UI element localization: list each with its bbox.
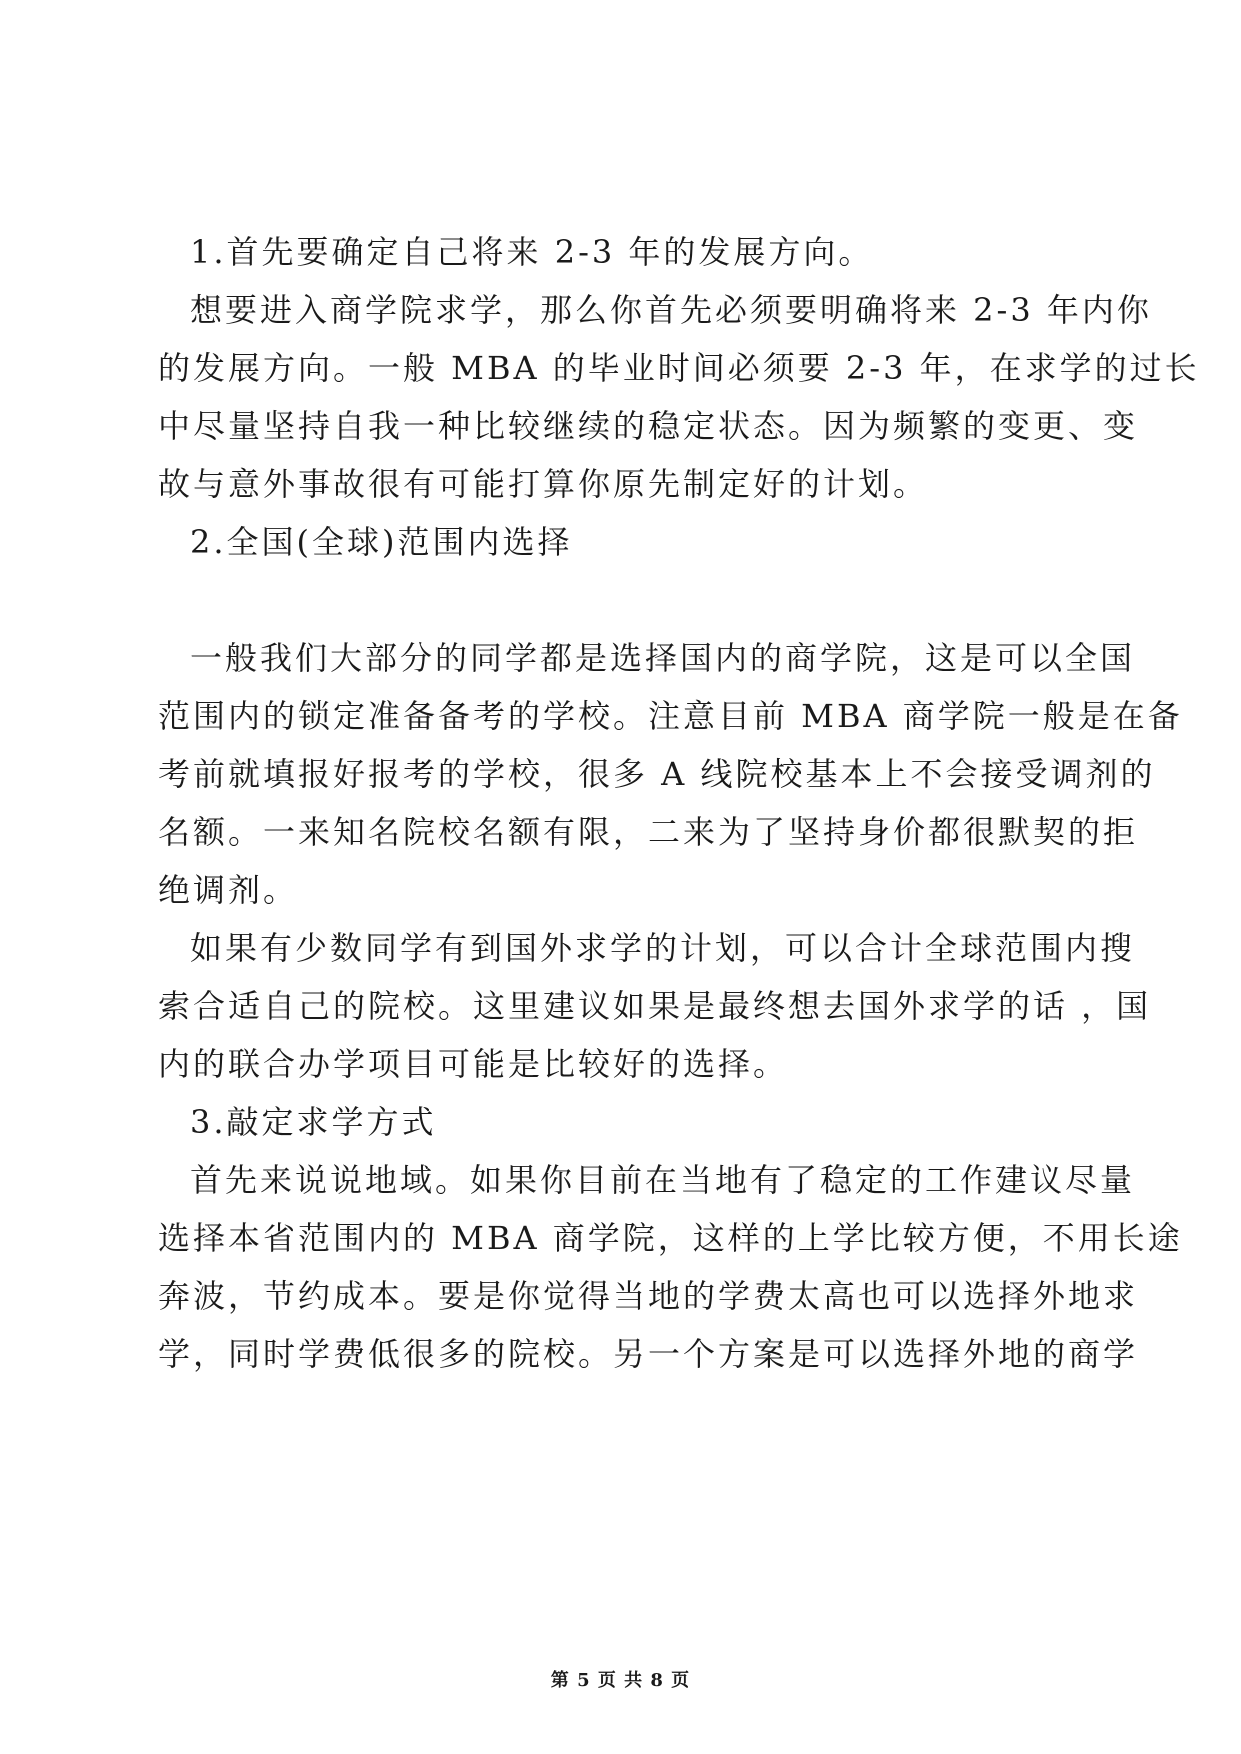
paragraph-line: 考前就填报好报考的学校，很多 A 线院校基本上不会接受调剂的 (158, 755, 1156, 793)
paragraph-line: 范围内的锁定准备备考的学校。注意目前 MBA 商学院一般是在备 (158, 697, 1183, 735)
paragraph-line: 名额。一来知名院校名额有限，二来为了坚持身价都很默契的拒 (158, 813, 1139, 851)
paragraph-line: 中尽量坚持自我一种比较继续的稳定状态。因为频繁的变更、变 (158, 407, 1139, 445)
paragraph-line: 故与意外事故很有可能打算你原先制定好的计划。 (158, 465, 929, 503)
paragraph-line: 奔波，节约成本。要是你觉得当地的学费太高也可以选择外地求 (158, 1277, 1139, 1315)
paragraph-line: 一般我们大部分的同学都是选择国内的商学院，这是可以全国 (190, 639, 1136, 677)
heading-3: 3.敲定求学方式 (190, 1103, 437, 1141)
paragraph-line: 想要进入商学院求学，那么你首先必须要明确将来 2-3 年内你 (190, 291, 1152, 329)
page-footer: 第 5 页 共 8 页 (550, 1670, 691, 1691)
paragraph-line: 选择本省范围内的 MBA 商学院，这样的上学比较方便，不用长途 (158, 1219, 1183, 1257)
paragraph-line: 首先来说说地域。如果你目前在当地有了稳定的工作建议尽量 (190, 1161, 1136, 1199)
paragraph-line: 绝调剂。 (158, 871, 299, 909)
heading-2: 2.全国(全球)范围内选择 (190, 523, 573, 561)
paragraph-line: 内的联合办学项目可能是比较好的选择。 (158, 1045, 789, 1083)
paragraph-line: 索合适自己的院校。这里建议如果是最终想去国外求学的话 ，国 (158, 987, 1152, 1025)
paragraph-line: 学，同时学费低很多的院校。另一个方案是可以选择外地的商学 (158, 1335, 1139, 1373)
paragraph-line: 如果有少数同学有到国外求学的计划，可以合计全球范围内搜 (190, 929, 1136, 967)
paragraph-line: 的发展方向。一般 MBA 的毕业时间必须要 2-3 年，在求学的过长 (158, 349, 1200, 387)
heading-1: 1.首先要确定自己将来 2-3 年的发展方向。 (190, 233, 874, 271)
